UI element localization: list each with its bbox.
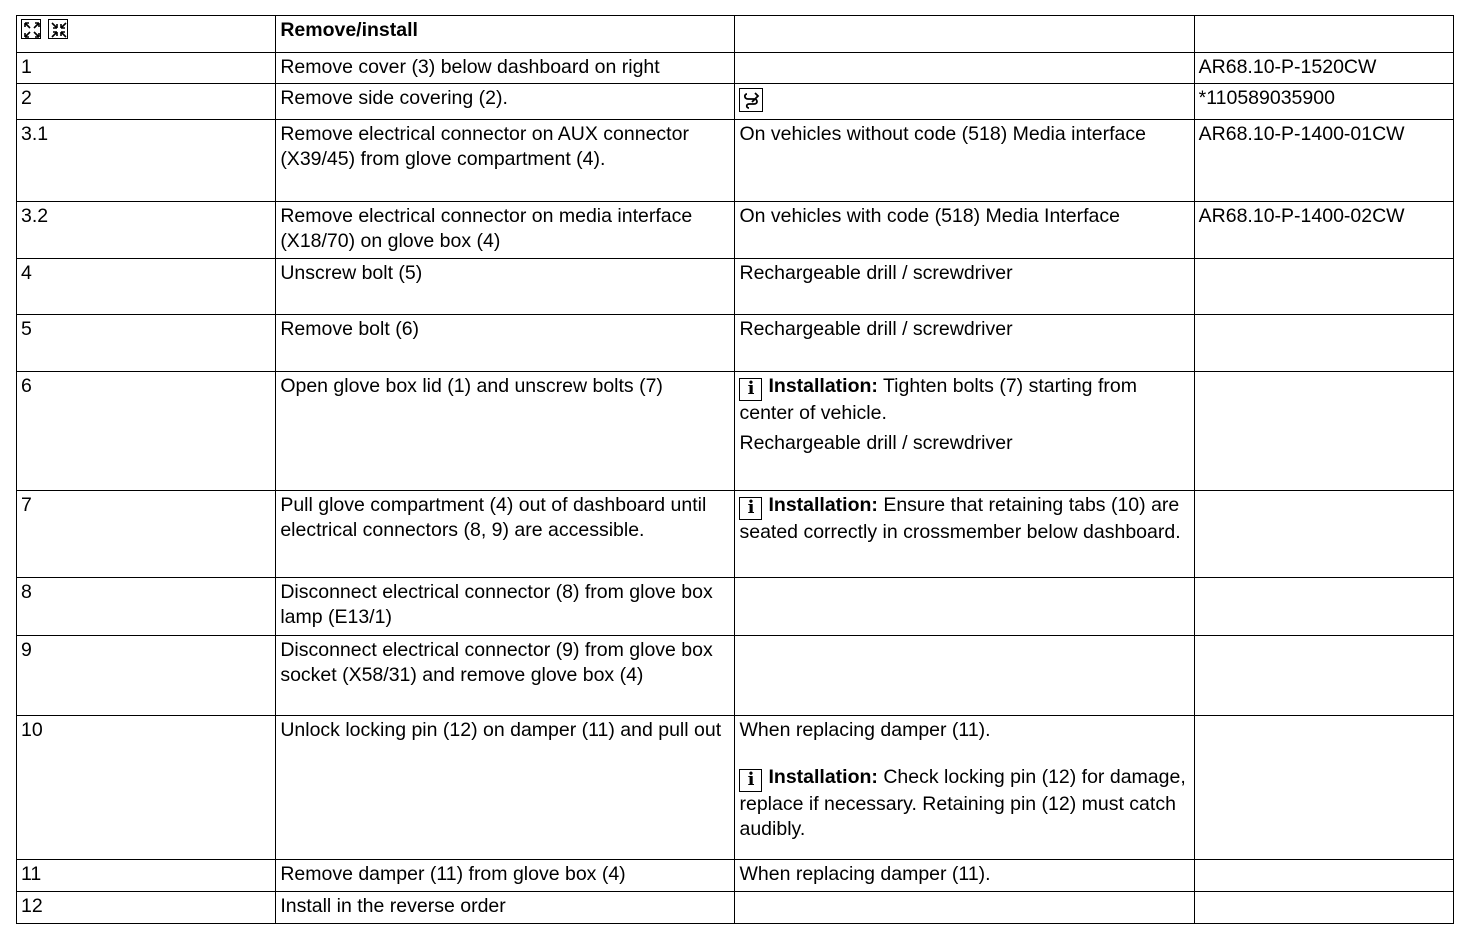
step-note	[735, 491, 1194, 578]
step-reference	[1194, 315, 1453, 372]
step-reference	[1194, 892, 1453, 924]
step-note	[735, 716, 1194, 860]
header-title: Remove/install	[276, 16, 735, 53]
step-number: 12	[17, 892, 276, 924]
step-reference[interactable]: AR68.10-P-1400-02CW	[1194, 202, 1453, 259]
info-icon: i	[739, 769, 762, 792]
step-action: Open glove box lid (1) and unscrew bolts (7)	[276, 372, 735, 491]
table-row	[17, 84, 1454, 120]
step-action: Remove side covering (2).	[276, 84, 735, 120]
step-reference[interactable]: AR68.10-P-1400-01CW	[1194, 120, 1453, 202]
step-reference	[1194, 491, 1453, 578]
step-action: Remove damper (11) from glove box (4)	[276, 860, 735, 892]
table-row	[17, 259, 1454, 315]
step-action: Unlock locking pin (12) on damper (11) and pull out	[276, 716, 735, 860]
table-row	[17, 892, 1454, 924]
collapse-icon[interactable]	[48, 19, 68, 39]
procedure-table	[16, 15, 1454, 924]
installation-label: Installation:	[768, 375, 878, 397]
tool-icon[interactable]	[739, 88, 763, 112]
step-note	[735, 578, 1194, 636]
table-row	[17, 202, 1454, 259]
step-note	[735, 372, 1194, 491]
step-number: 10	[17, 716, 276, 860]
step-note: When replacing damper (11).	[735, 860, 1194, 892]
step-number: 8	[17, 578, 276, 636]
table-row	[17, 860, 1454, 892]
step-number: 3.1	[17, 120, 276, 202]
step-action: Remove bolt (6)	[276, 315, 735, 372]
installation-text: Tighten bolts (7) starting from center of vehicle.	[739, 375, 1137, 424]
step-reference	[1194, 716, 1453, 860]
installation-text: Ensure that retaining tabs (10) are seated correctly in crossmember below dashboard.	[739, 494, 1181, 543]
table-row	[17, 491, 1454, 578]
step-reference[interactable]: *110589035900	[1194, 84, 1453, 120]
table-row	[17, 636, 1454, 716]
step-number: 5	[17, 315, 276, 372]
step-reference	[1194, 372, 1453, 491]
info-icon: i	[739, 378, 762, 401]
tool-note: Rechargeable drill / screwdriver	[739, 432, 1013, 454]
step-number: 11	[17, 860, 276, 892]
table-row	[17, 372, 1454, 491]
step-number: 7	[17, 491, 276, 578]
step-note	[735, 53, 1194, 84]
step-number: 6	[17, 372, 276, 491]
step-action: Disconnect electrical connector (9) from glove box socket (X58/31) and remove glove box (4)	[276, 636, 735, 716]
step-number: 2	[17, 84, 276, 120]
step-note: On vehicles with code (518) Media Interface	[735, 202, 1194, 259]
step-action: Remove electrical connector on AUX connector (X39/45) from glove compartment (4).	[276, 120, 735, 202]
installation-note	[739, 765, 1189, 842]
step-action: Unscrew bolt (5)	[276, 259, 735, 315]
step-reference	[1194, 860, 1453, 892]
header-empty-cell	[735, 16, 1194, 53]
installation-label: Installation:	[768, 494, 878, 516]
installation-note	[739, 374, 1189, 426]
table-row	[17, 716, 1454, 860]
step-reference	[1194, 578, 1453, 636]
step-reference	[1194, 259, 1453, 315]
step-action: Disconnect electrical connector (8) from glove box lamp (E13/1)	[276, 578, 735, 636]
info-icon: i	[739, 497, 762, 520]
expand-icon[interactable]	[21, 19, 41, 39]
step-action: Install in the reverse order	[276, 892, 735, 924]
step-note	[735, 892, 1194, 924]
step-action: Remove cover (3) below dashboard on right	[276, 53, 735, 84]
table-header-row	[17, 16, 1454, 53]
installation-label: Installation:	[768, 766, 878, 788]
replacement-note: When replacing damper (11).	[739, 719, 991, 741]
step-number: 3.2	[17, 202, 276, 259]
step-note: On vehicles without code (518) Media interface	[735, 120, 1194, 202]
table-row	[17, 53, 1454, 84]
step-action: Pull glove compartment (4) out of dashboard until electrical connectors (8, 9) are accessible.	[276, 491, 735, 578]
step-action: Remove electrical connector on media interface (X18/70) on glove box (4)	[276, 202, 735, 259]
step-reference	[1194, 636, 1453, 716]
step-number: 4	[17, 259, 276, 315]
table-row	[17, 578, 1454, 636]
step-note: Rechargeable drill / screwdriver	[735, 315, 1194, 372]
step-number: 1	[17, 53, 276, 84]
table-row	[17, 120, 1454, 202]
step-note	[735, 84, 1194, 120]
step-number: 9	[17, 636, 276, 716]
header-empty-cell	[1194, 16, 1453, 53]
header-icons-cell	[17, 16, 276, 53]
step-reference[interactable]: AR68.10-P-1520CW	[1194, 53, 1453, 84]
step-note	[735, 636, 1194, 716]
installation-text: Check locking pin (12) for damage, replace if necessary. Retaining pin (12) must catch audibly.	[739, 766, 1186, 840]
table-row	[17, 315, 1454, 372]
step-note: Rechargeable drill / screwdriver	[735, 259, 1194, 315]
